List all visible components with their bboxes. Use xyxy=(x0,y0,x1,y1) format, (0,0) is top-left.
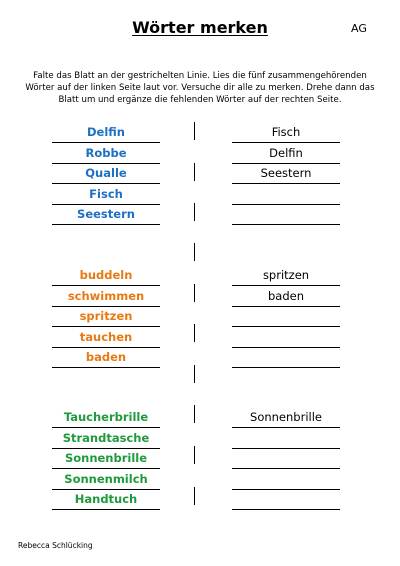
answer-line xyxy=(232,142,340,143)
left-underline xyxy=(52,347,160,348)
answer-line xyxy=(232,163,340,164)
word-row xyxy=(0,450,400,471)
memorize-word: schwimmen xyxy=(67,288,145,303)
memorize-word: baden xyxy=(85,350,127,364)
word-row xyxy=(0,430,400,451)
title-text: Wörter merken xyxy=(132,18,268,37)
answer-line xyxy=(232,347,340,348)
answer-line xyxy=(232,326,340,327)
word-row xyxy=(0,206,400,227)
memorize-word: spritzen xyxy=(79,309,133,323)
left-underline xyxy=(52,285,160,286)
memorize-word: Taucherbrille xyxy=(63,410,149,424)
fold-line-segment xyxy=(194,324,195,342)
answer-word[interactable] xyxy=(232,329,340,346)
word-row xyxy=(0,329,400,350)
fold-line-segment xyxy=(194,405,195,423)
answer-word[interactable] xyxy=(232,186,340,203)
left-underline xyxy=(52,509,160,510)
left-underline xyxy=(52,326,160,327)
left-underline xyxy=(52,142,160,143)
left-underline xyxy=(52,448,160,449)
fold-line-segment xyxy=(194,243,195,261)
word-row xyxy=(0,308,400,329)
word-row xyxy=(0,165,400,186)
memorize-word: Strandtasche xyxy=(62,430,150,445)
word-row xyxy=(0,288,400,309)
fold-line-segment xyxy=(194,446,195,464)
word-row xyxy=(0,145,400,166)
word-row xyxy=(0,349,400,370)
answer-line xyxy=(232,367,340,368)
left-underline xyxy=(52,204,160,205)
left-underline xyxy=(52,367,160,368)
answer-word[interactable] xyxy=(232,206,340,223)
memorize-word: Sonnenmilch xyxy=(64,471,148,486)
answer-word[interactable] xyxy=(232,491,340,508)
answer-line xyxy=(232,489,340,490)
level-tag: AG xyxy=(351,22,367,35)
left-underline xyxy=(52,427,160,428)
memorize-word: Delfin xyxy=(87,125,125,139)
memorize-word: Robbe xyxy=(85,145,127,160)
word-row xyxy=(0,491,400,512)
answer-line xyxy=(232,306,340,307)
answer-word[interactable] xyxy=(232,308,340,325)
fold-line-segment xyxy=(194,487,195,505)
left-underline xyxy=(52,489,160,490)
fold-line-segment xyxy=(194,122,195,140)
word-row xyxy=(0,267,400,288)
fold-line-segment xyxy=(194,203,195,221)
answer-word[interactable]: Fisch xyxy=(271,125,301,139)
left-underline xyxy=(52,306,160,307)
word-row xyxy=(0,186,400,207)
memorize-word: Sonnenbrille xyxy=(64,451,148,465)
left-underline xyxy=(52,468,160,469)
word-row xyxy=(0,471,400,492)
word-row xyxy=(0,124,400,145)
answer-line xyxy=(232,285,340,286)
answer-word[interactable] xyxy=(232,349,340,366)
left-underline xyxy=(52,224,160,225)
answer-line xyxy=(232,183,340,184)
answer-word[interactable]: Seestern xyxy=(260,166,312,180)
memorize-word: Seestern xyxy=(77,207,135,221)
memorize-word: tauchen xyxy=(79,329,133,344)
answer-word[interactable]: spritzen xyxy=(262,268,310,282)
fold-line-segment xyxy=(194,284,195,302)
memorize-word: buddeln xyxy=(79,268,133,282)
answer-line xyxy=(232,224,340,225)
left-underline xyxy=(52,163,160,164)
answer-word[interactable]: Sonnenbrille xyxy=(250,410,322,424)
answer-word[interactable]: baden xyxy=(267,288,304,303)
answer-word[interactable] xyxy=(232,450,340,467)
left-underline xyxy=(52,183,160,184)
word-row xyxy=(0,409,400,430)
answer-line xyxy=(232,427,340,428)
answer-line xyxy=(232,468,340,469)
memorize-word: Handtuch xyxy=(74,492,138,506)
answer-word[interactable] xyxy=(232,471,340,488)
answer-word[interactable] xyxy=(232,430,340,447)
answer-word[interactable]: Delfin xyxy=(269,145,303,160)
answer-line xyxy=(232,448,340,449)
fold-line-segment xyxy=(194,365,195,383)
memorize-word: Fisch xyxy=(89,186,123,201)
page-title xyxy=(0,18,400,37)
fold-line-segment xyxy=(194,163,195,181)
answer-line xyxy=(232,204,340,205)
instructions-text: Falte das Blatt an der gestrichelten Linie. Lies die fünf zusammengehörenden Wörter auf der linken Seite laut vor. Versuche dir alle zu merken. Drehe dann das Blatt um und ergänze die fehlenden Wörter auf der rechten Seite. xyxy=(25,71,375,105)
memorize-word: Qualle xyxy=(85,166,127,180)
answer-line xyxy=(232,509,340,510)
author-credit: Rebecca Schlücking xyxy=(18,541,93,550)
